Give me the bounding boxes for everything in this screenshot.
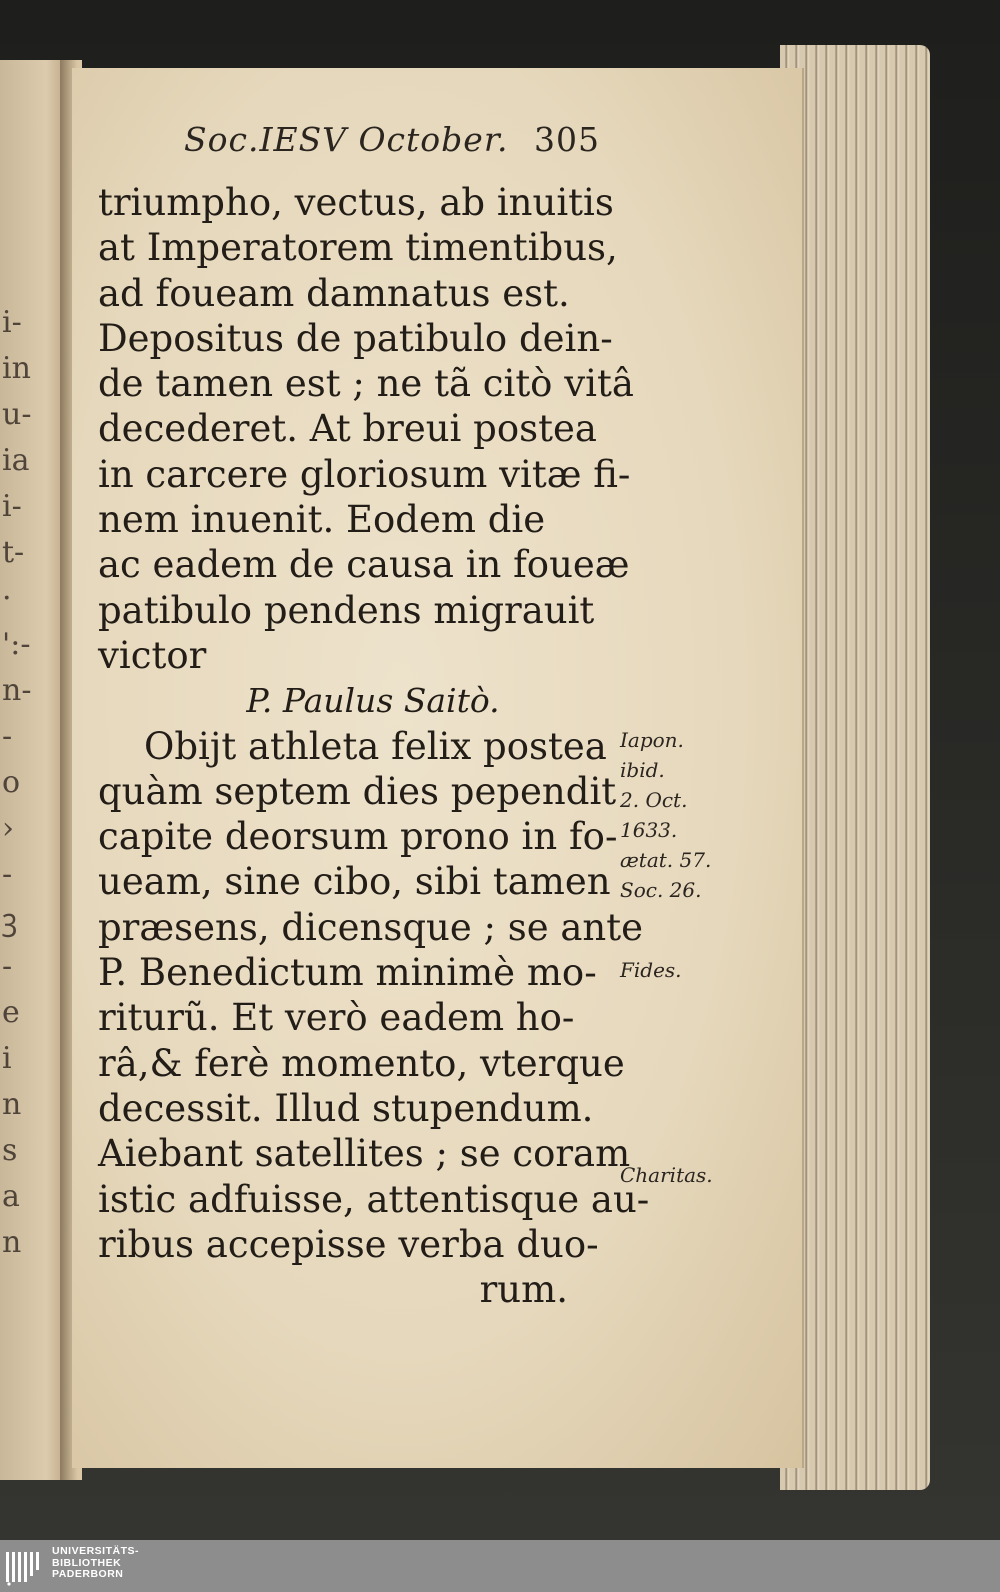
text-line: patibulo pendens migrauit: [98, 588, 595, 632]
library-logo-icon: [4, 1546, 44, 1586]
section-heading: P. Paulus Saitò.: [246, 681, 500, 721]
left-fragment: i-: [2, 305, 22, 340]
margin-note-year: 1633.: [620, 818, 678, 842]
margin-note-soc: Soc. 26.: [620, 878, 702, 902]
page-number: 305: [534, 120, 600, 159]
previous-page-edge: [0, 60, 66, 1480]
text-line: in carcere gloriosum vitæ fi-: [98, 452, 631, 496]
left-fragment: ›: [2, 811, 14, 846]
margin-note-ibid: ibid.: [620, 758, 665, 782]
left-fragment: -: [2, 857, 13, 892]
library-footer: [0, 1540, 1000, 1592]
text-line: capite deorsum prono in fo-: [98, 815, 618, 859]
left-fragment: in: [2, 351, 31, 386]
left-fragment: -: [2, 719, 13, 754]
text-line: præsens, dicensque ; se ante: [98, 905, 644, 949]
text-line: Obijt athleta felix postea: [144, 724, 607, 768]
left-fragment: ia: [2, 443, 30, 478]
text-line: P. Benedictum minimè mo-: [98, 951, 597, 995]
text-line: ueam, sine cibo, sibi tamen: [98, 860, 611, 904]
left-fragment: s: [2, 1133, 18, 1168]
text-line: quàm septem dies pependit: [98, 769, 617, 813]
library-name: [52, 1546, 139, 1581]
left-fragment: n: [2, 1087, 22, 1122]
library-name-line: UNIVERSITÄTS-: [52, 1545, 140, 1557]
text-line: râ,& ferè momento, vterque: [98, 1041, 625, 1085]
text-line: victor: [98, 633, 207, 677]
catchword: rum.: [479, 1268, 568, 1312]
margin-note-age: ætat. 57.: [620, 848, 712, 872]
left-fragment: ·: [2, 581, 12, 616]
text-line: at Imperatorem timentibus,: [98, 226, 618, 270]
margin-note-charitas: Charitas.: [620, 1163, 713, 1187]
text-line: ac eadem de causa in foueæ: [98, 543, 630, 587]
library-name-line: PADERBORN: [52, 1568, 124, 1580]
running-header: [184, 120, 684, 159]
left-fragment: u-: [2, 397, 32, 432]
text-line: decessit. Illud stupendum.: [98, 1086, 594, 1130]
left-fragment: o: [2, 765, 21, 800]
text-line: ribus accepisse verba duo-: [98, 1222, 599, 1266]
left-fragment: i: [2, 1041, 12, 1076]
margin-note-place: Iapon.: [620, 728, 684, 752]
text-line: Depositus de patibulo dein-: [98, 316, 613, 360]
book-page: [72, 68, 804, 1468]
library-name-line: BIBLIOTHEK: [52, 1556, 122, 1569]
text-line: ad foueam damnatus est.: [98, 271, 570, 315]
text-line: Aiebant satellites ; se coram: [98, 1132, 631, 1176]
margin-note-date: 2. Oct.: [620, 788, 688, 812]
left-fragment: n: [2, 1225, 22, 1260]
text-line: de tamen est ; ne tã citò vitâ: [98, 362, 634, 406]
left-fragment: -: [2, 949, 13, 984]
running-title: Soc.IESV October.: [184, 120, 509, 159]
text-line: istic adfuisse, attentisque au-: [98, 1177, 650, 1221]
left-fragment: t-: [2, 535, 25, 570]
left-fragment: a: [2, 1179, 20, 1214]
margin-note-fides: Fides.: [620, 958, 682, 982]
text-line: nem inuenit. Eodem die: [98, 498, 546, 542]
left-fragment: i-: [2, 489, 22, 524]
left-fragment: e: [2, 995, 20, 1030]
text-line: riturũ. Et verò eadem ho-: [98, 996, 575, 1040]
text-line: decederet. At breui postea: [98, 407, 597, 451]
left-fragment: n-: [2, 673, 32, 708]
left-fragment: ':-: [2, 627, 31, 662]
text-line: triumpho, vectus, ab inuitis: [98, 181, 614, 224]
left-fragment: ꝫ: [2, 903, 18, 938]
